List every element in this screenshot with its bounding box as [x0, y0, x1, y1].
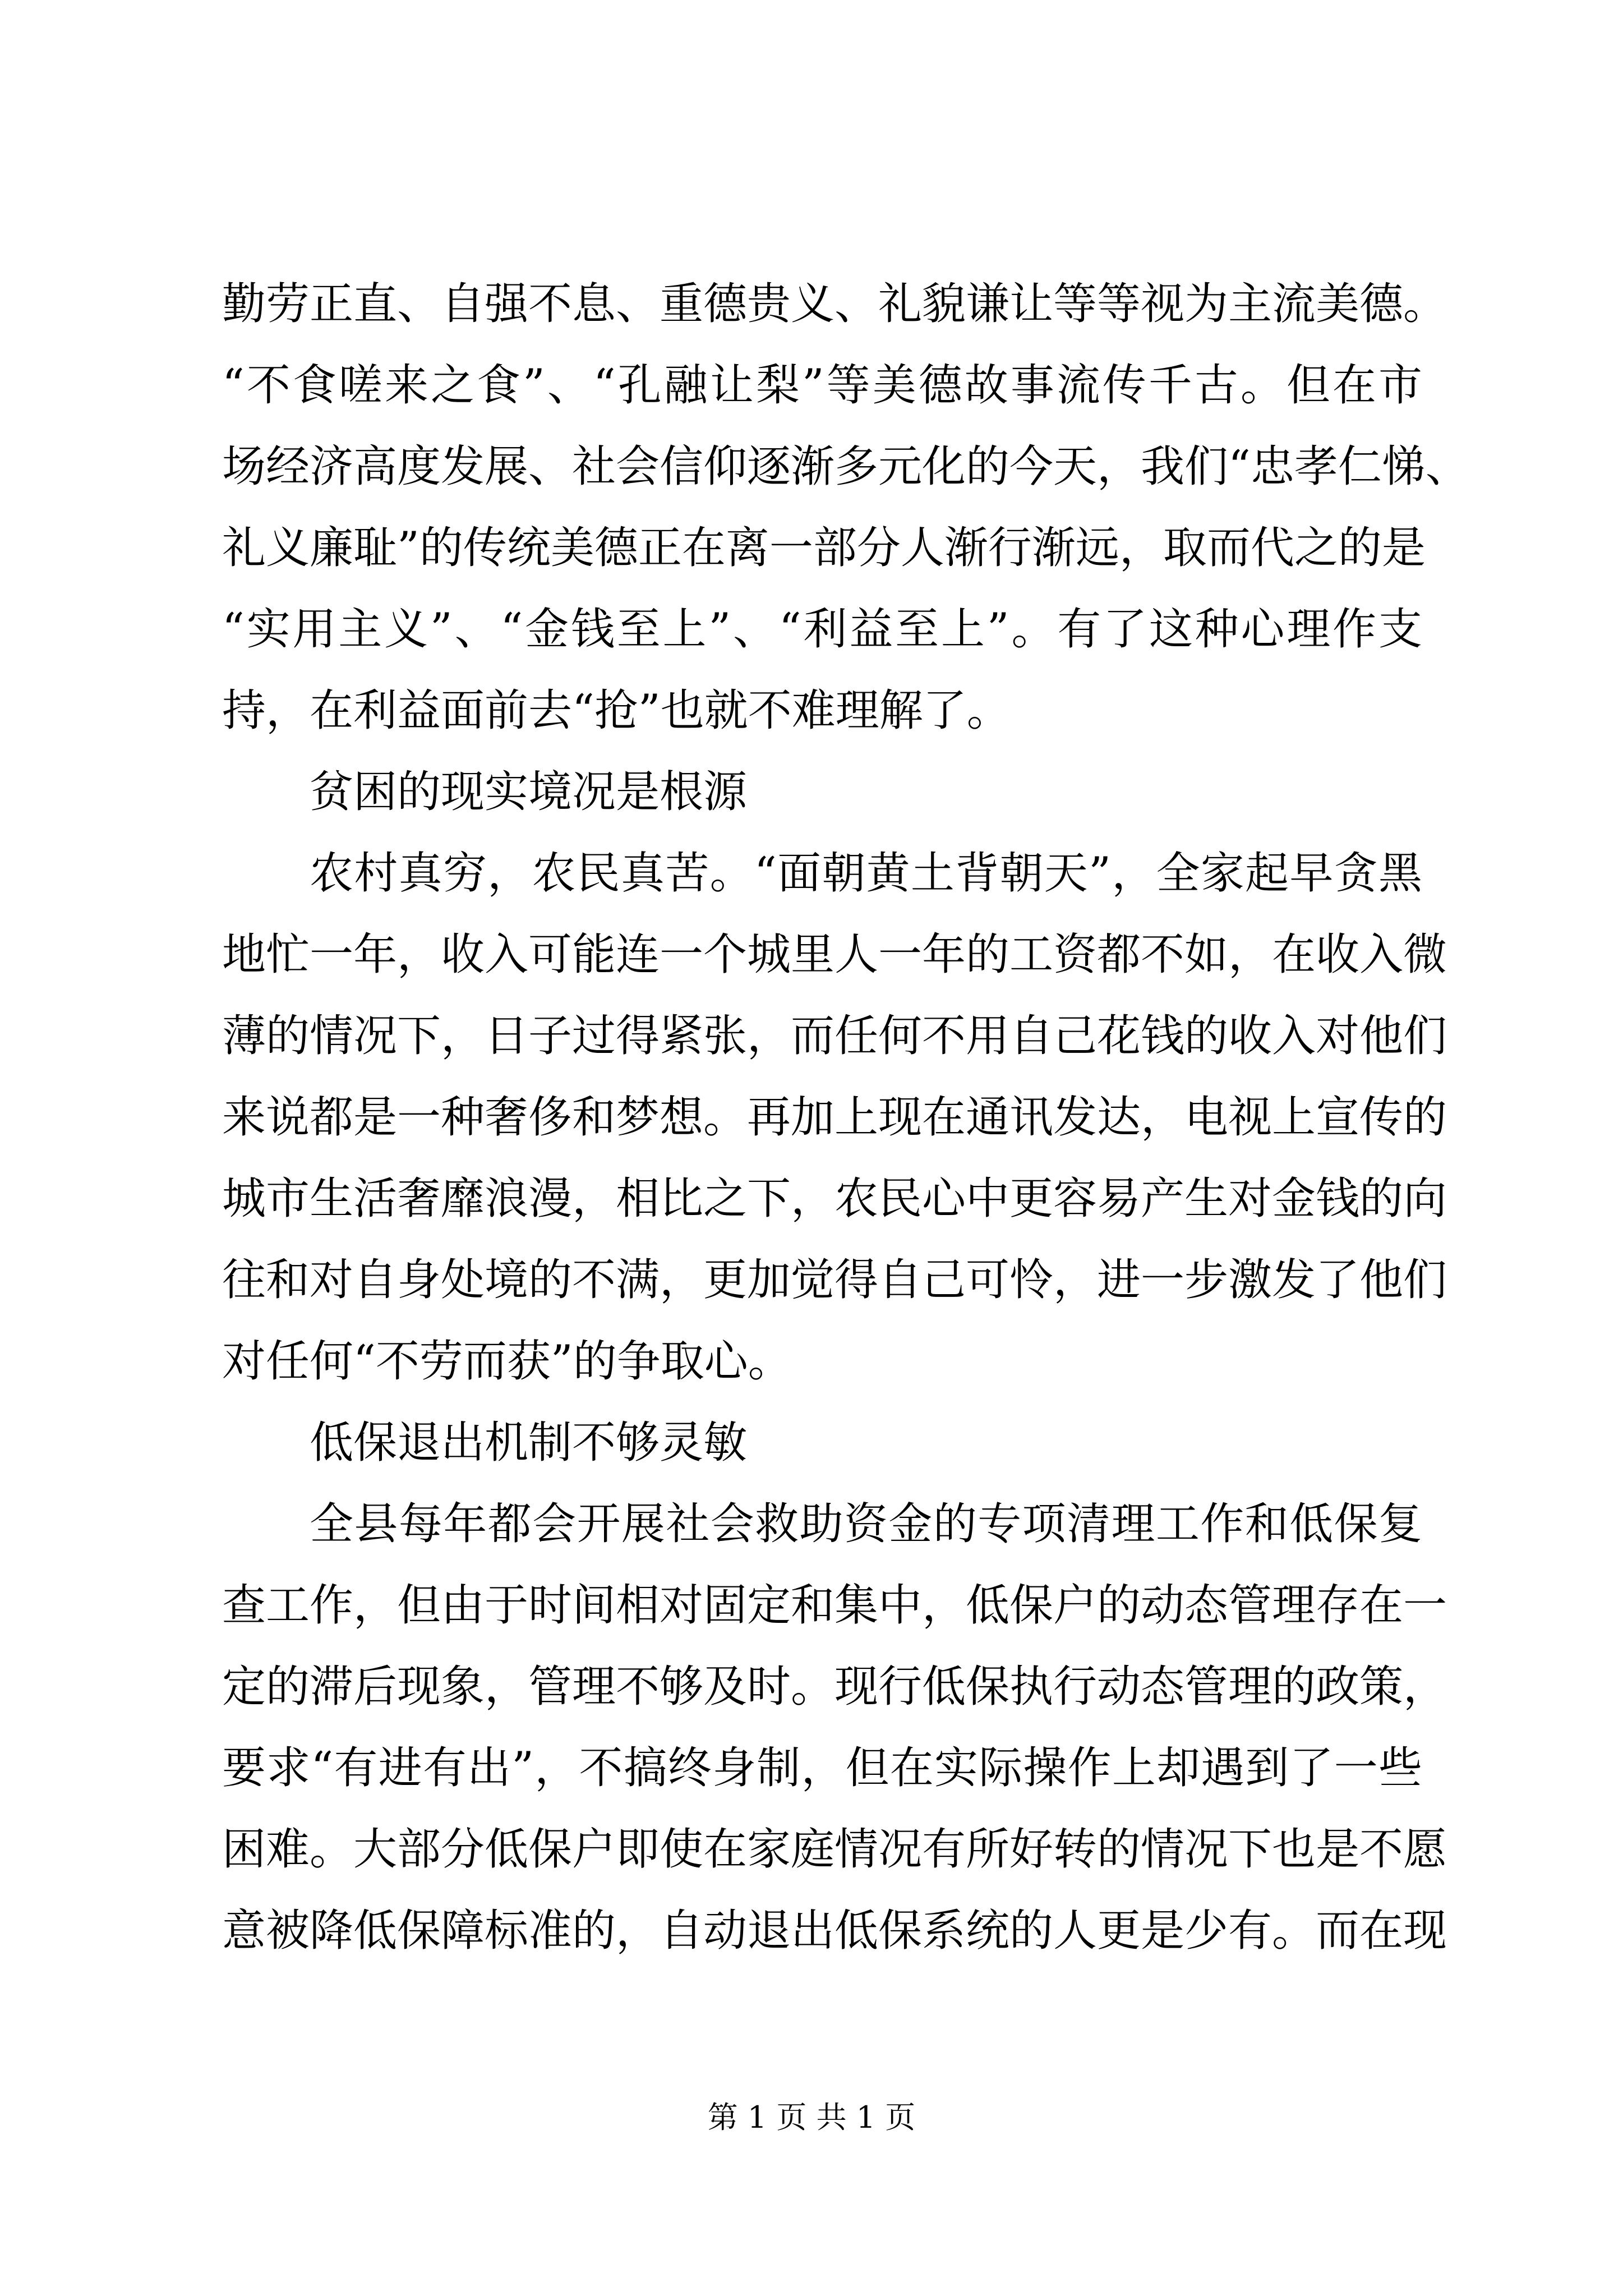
text-line: 薄的情况下，日子过得紧张，而任何不用自己花钱的收入对他们 [222, 1011, 1447, 1061]
text-line: 往和对自身处境的不满，更加觉得自己可怜，进一步激发了他们 [222, 1255, 1447, 1305]
text-line: 意被降低保障标准的，自动退出低保系统的人更是少有。而在现 [222, 1906, 1447, 1956]
text-line: “实用主义”、“金钱至上”、“利益至上”。有了这种心理作支 [222, 604, 1422, 655]
text-line: 定的滞后现象，管理不够及时。现行低保执行动态管理的政策， [222, 1662, 1447, 1712]
text-line: 城市生活奢靡浪漫，相比之下，农民心中更容易产生对金钱的向 [222, 1174, 1447, 1224]
text-line: 礼义廉耻”的传统美德正在离一部分人渐行渐远，取而代之的是 [222, 523, 1426, 573]
text-line: 来说都是一种奢侈和梦想。再加上现在通讯发达，电视上宣传的 [222, 1092, 1447, 1143]
text-line: 勤劳正直、自强不息、重德贵义、礼貌谦让等等视为主流美德。 [222, 279, 1447, 329]
text-line: 要求“有进有出”，不搞终身制，但在实际操作上却遇到了一些 [222, 1743, 1422, 1793]
body-text [222, 264, 1469, 1972]
text-line: 地忙一年，收入可能连一个城里人一年的工资都不如，在收入微 [222, 930, 1447, 980]
text-line: 农村真穷，农民真苦。“面朝黄土背朝天”，全家起早贪黑 [310, 848, 1422, 899]
text-line: 对任何“不劳而获”的争取心。 [222, 1336, 792, 1387]
text-line: 持，在利益面前去“抢”也就不难理解了。 [222, 685, 1011, 736]
section-heading: 低保退出机制不够灵敏 [310, 1418, 748, 1468]
text-line: 查工作，但由于时间相对固定和集中，低保户的动态管理存在一 [222, 1580, 1447, 1631]
section-heading: 贫困的现实境况是根源 [310, 767, 748, 817]
text-line: 全县每年都会开展社会救助资金的专项清理工作和低保复 [310, 1499, 1422, 1549]
text-line: 困难。大部分低保户即使在家庭情况有所好转的情况下也是不愿 [222, 1824, 1447, 1875]
page-number-label: 第 1 页 共 1 页 [707, 2100, 916, 2135]
text-line: “不食嗟来之食”、“孔融让梨”等美德故事流传千古。但在市 [222, 360, 1422, 411]
page-footer [0, 2095, 1623, 2140]
text-line: 场经济高度发展、社会信仰逐渐多元化的今天，我们“忠孝仁悌、 [222, 441, 1469, 492]
